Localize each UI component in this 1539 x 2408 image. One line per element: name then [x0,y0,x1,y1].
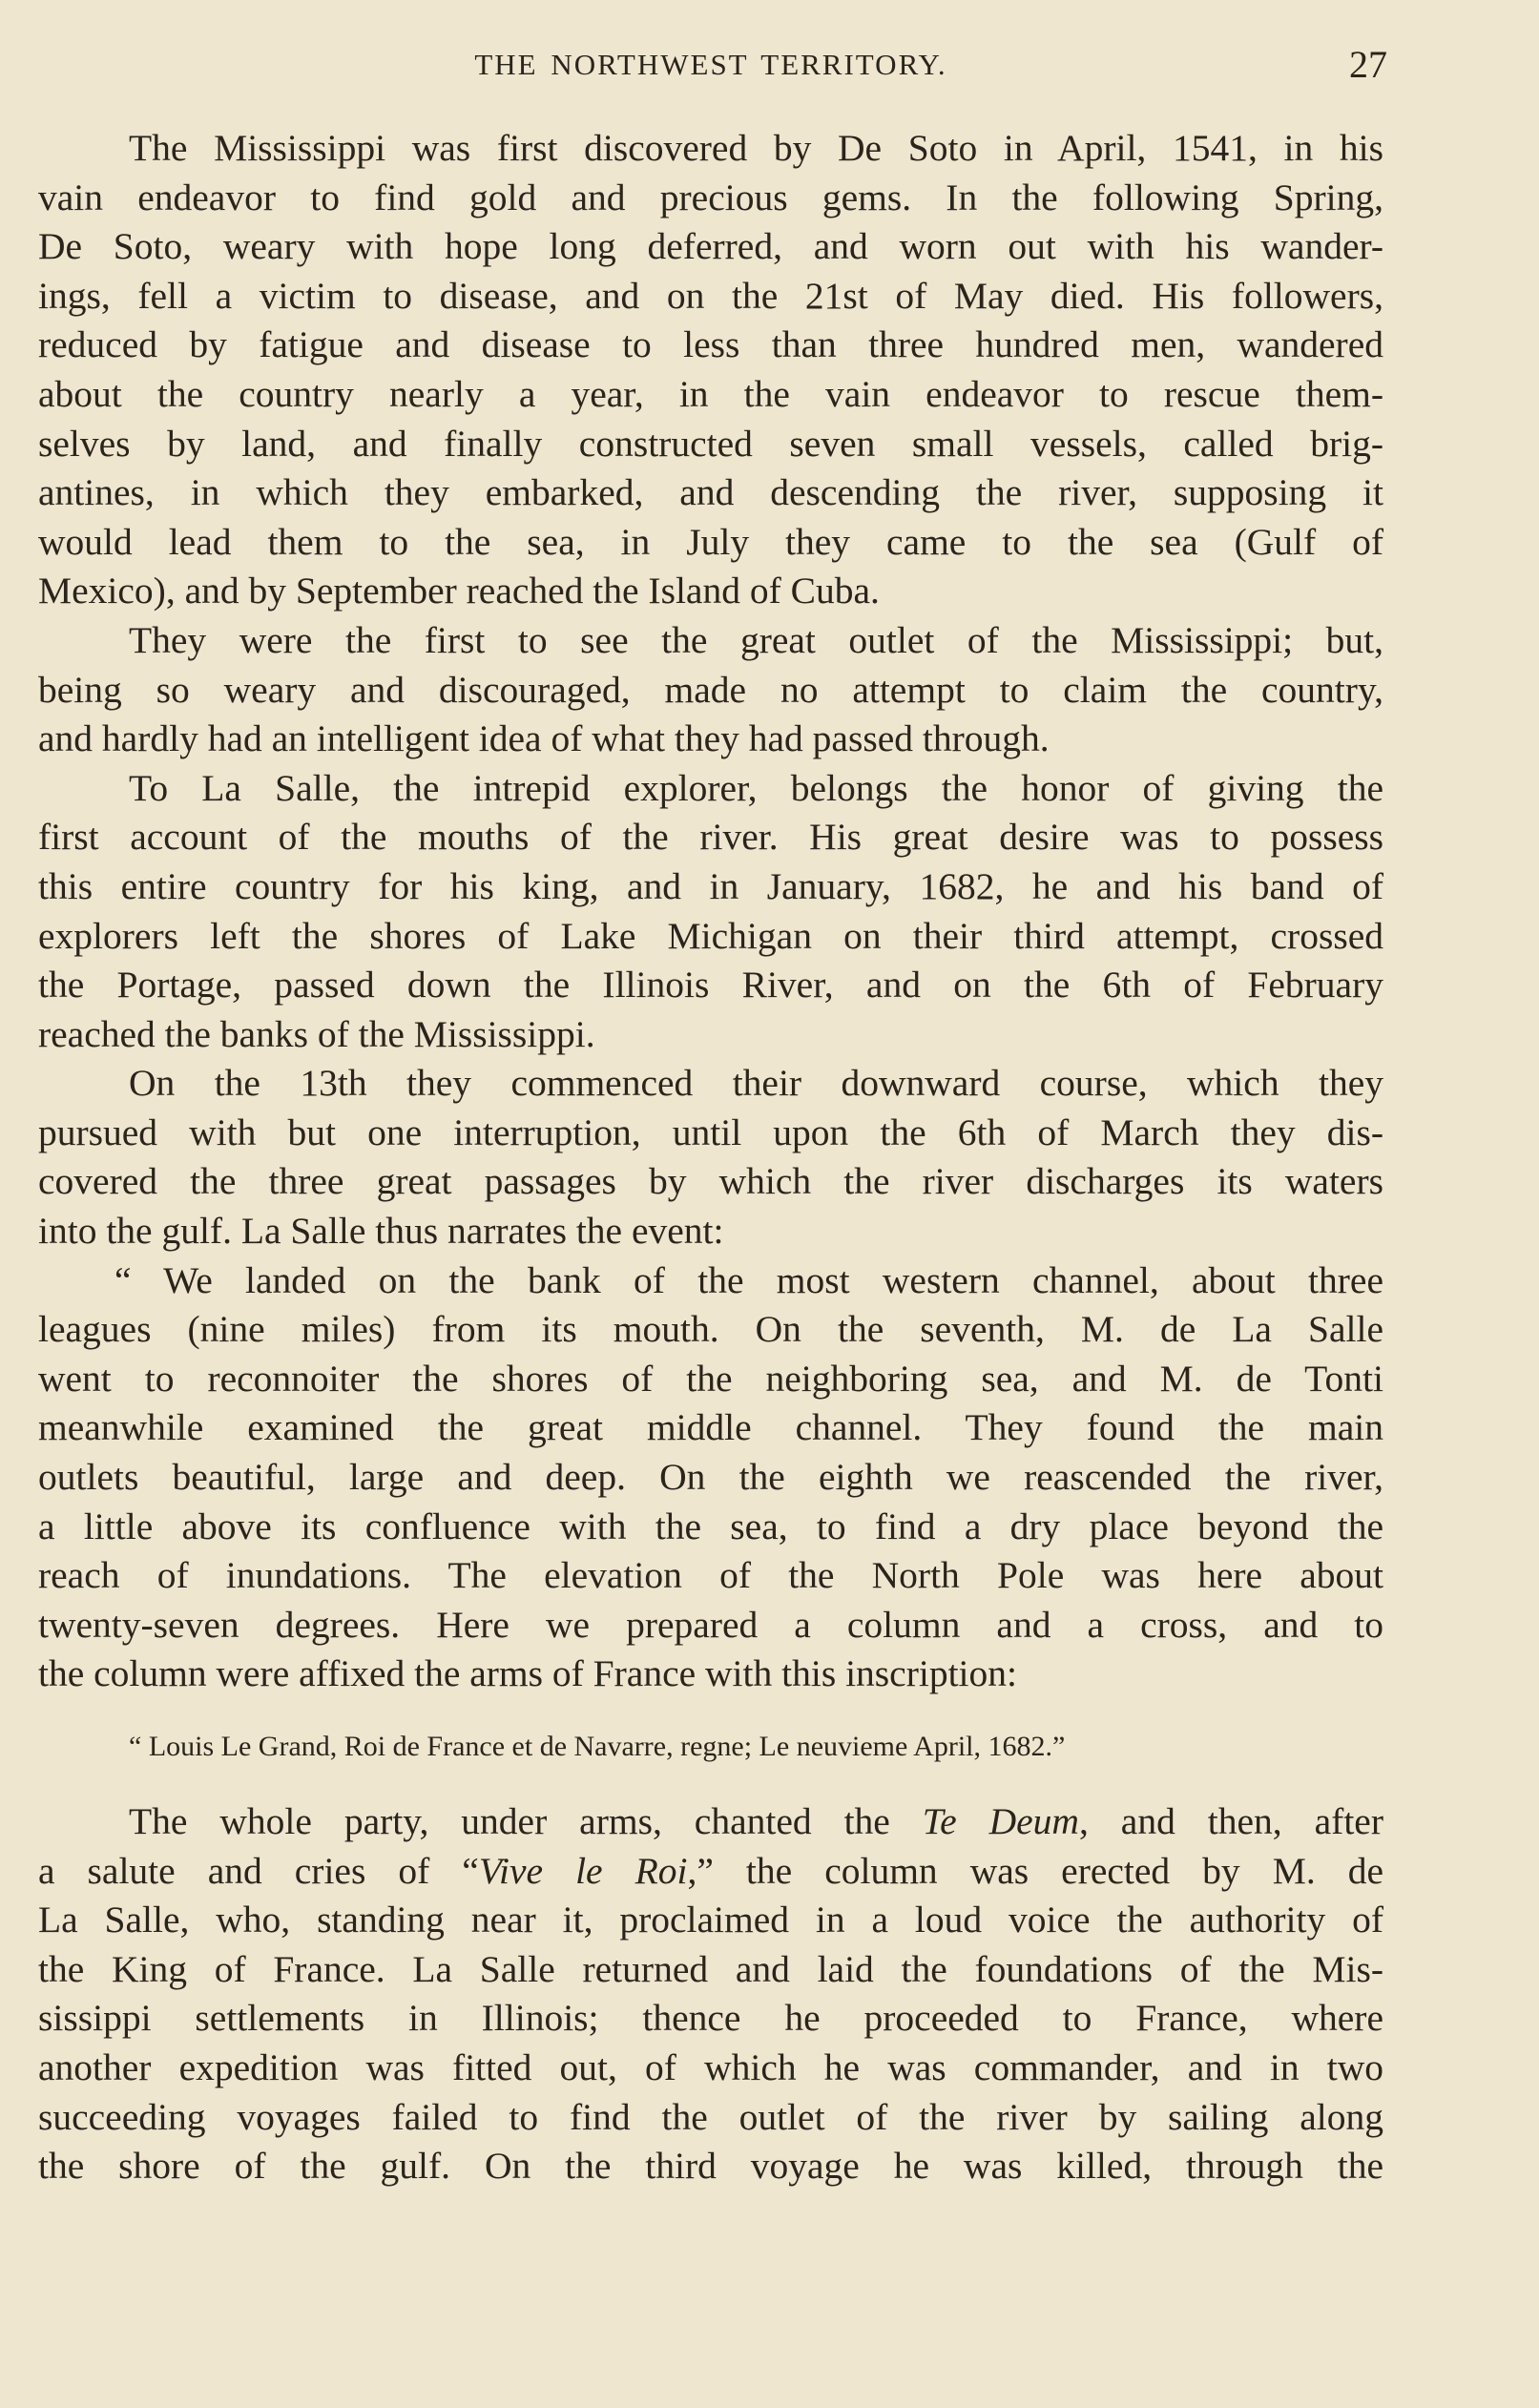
text-line: pursued with but one interruption, until upon the 6th of March they dis- [38,1111,1383,1153]
text-line: antines, in which they embarked, and descending the river, supposing it [38,471,1383,514]
text-line: into the gulf. La Salle thus narrates the event: [38,1210,724,1253]
text-line: the Portage, passed down the Illinois River, and on the 6th of February [38,964,1383,1007]
text-line: La Salle, who, standing near it, proclaimed in a loud voice the authority of [38,1899,1383,1941]
text-segment: a salute and cries of “ [38,1849,479,1892]
text-line: To La Salle, the intrepid explorer, belongs the honor of giving the [129,766,1383,809]
text-line: reach of inundations. The elevation of the North Pole was here about [38,1554,1383,1597]
text-line: succeeding voyages failed to find the outlet of the river by sailing along [38,2095,1383,2138]
running-head [38,42,1387,90]
text-line: leagues (nine miles) from its mouth. On the seventh, M. de La Salle [38,1308,1383,1351]
text-segment: The whole party, under arms, chanted the [129,1800,923,1842]
text-line [38,1797,1383,1847]
text-line: twenty-seven degrees. Here we prepared a column and a cross, and to [38,1603,1383,1646]
text-segment: ,” the column was erected by M. de [687,1849,1383,1892]
body-text [38,124,1383,2191]
text-segment: , and then, after [1078,1800,1383,1842]
text-line: the King of France. La Salle returned and laid the foundations of the Mis- [38,1947,1383,1990]
text-line: vain endeavor to find gold and precious gems. In the following Spring, [38,176,1383,218]
text-line [38,1847,1383,1897]
text-line: the shore of the gulf. On the third voyage he was killed, through the [38,2145,1383,2188]
spacer [38,1790,1383,1797]
text-line: being so weary and discouraged, made no attempt to claim the country, [38,668,1383,711]
text-line: meanwhile examined the great middle channel. They found the main [38,1406,1383,1449]
text-line: On the 13th they commenced their downward course, which they [129,1062,1383,1105]
text-line: a little above its confluence with the sea, to find a dry place beyond the [38,1505,1383,1547]
page-number: 27 [1349,43,1387,86]
text-line: selves by land, and finally constructed seven small vessels, called brig- [38,422,1383,465]
text-line: would lead them to the sea, in July they came to the sea (Gulf of [38,520,1383,563]
italic-phrase: Vive le Roi [478,1849,688,1892]
text-line: explorers left the shores of Lake Michigan on their third attempt, crossed [38,914,1383,957]
italic-phrase: Te Deum [922,1800,1079,1842]
text-line: this entire country for his king, and in January, 1682, he and his band of [38,864,1383,907]
text-line: They were the first to see the great outlet of the Mississippi; but, [129,618,1383,661]
text-line: ings, fell a victim to disease, and on the 21st of May died. His followers, [38,274,1383,317]
text-line: outlets beautiful, large and deep. On the eighth we reascended the river, [38,1456,1383,1499]
text-line: covered the three great passages by which the river discharges its waters [38,1160,1383,1203]
text-line: another expedition was fitted out, of which he was commander, and in two [38,2045,1383,2088]
text-line: Mexico), and by September reached the Island of Cuba. [38,570,880,612]
text-line: first account of the mouths of the river. His great desire was to possess [38,816,1383,859]
running-title: THE NORTHWEST TERRITORY. [474,48,947,81]
inscription-quote: “ Louis Le Grand, Roi de France et de Navarre, regne; Le neuvieme April, 1682.” [129,1731,1066,1762]
text-line: The Mississippi was first discovered by De Soto in April, 1541, in his [129,127,1383,169]
text-line: “ We landed on the bank of the most western channel, about three [114,1258,1383,1301]
text-line: and hardly had an intelligent idea of what they had passed through. [38,717,1050,760]
text-line: sissippi settlements in Illinois; thence he proceeded to France, where [38,1997,1383,2040]
text-line: the column were affixed the arms of France with this inscription: [38,1652,1017,1695]
text-line: reduced by fatigue and disease to less than three hundred men, wandered [38,323,1383,366]
text-line: De Soto, weary with hope long deferred, and worn out with his wander- [38,225,1383,268]
text-line: reached the banks of the Mississippi. [38,1012,595,1055]
text-line: went to reconnoiter the shores of the neighboring sea, and M. de Tonti [38,1357,1383,1400]
text-line: about the country nearly a year, in the vain endeavor to rescue them- [38,372,1383,415]
